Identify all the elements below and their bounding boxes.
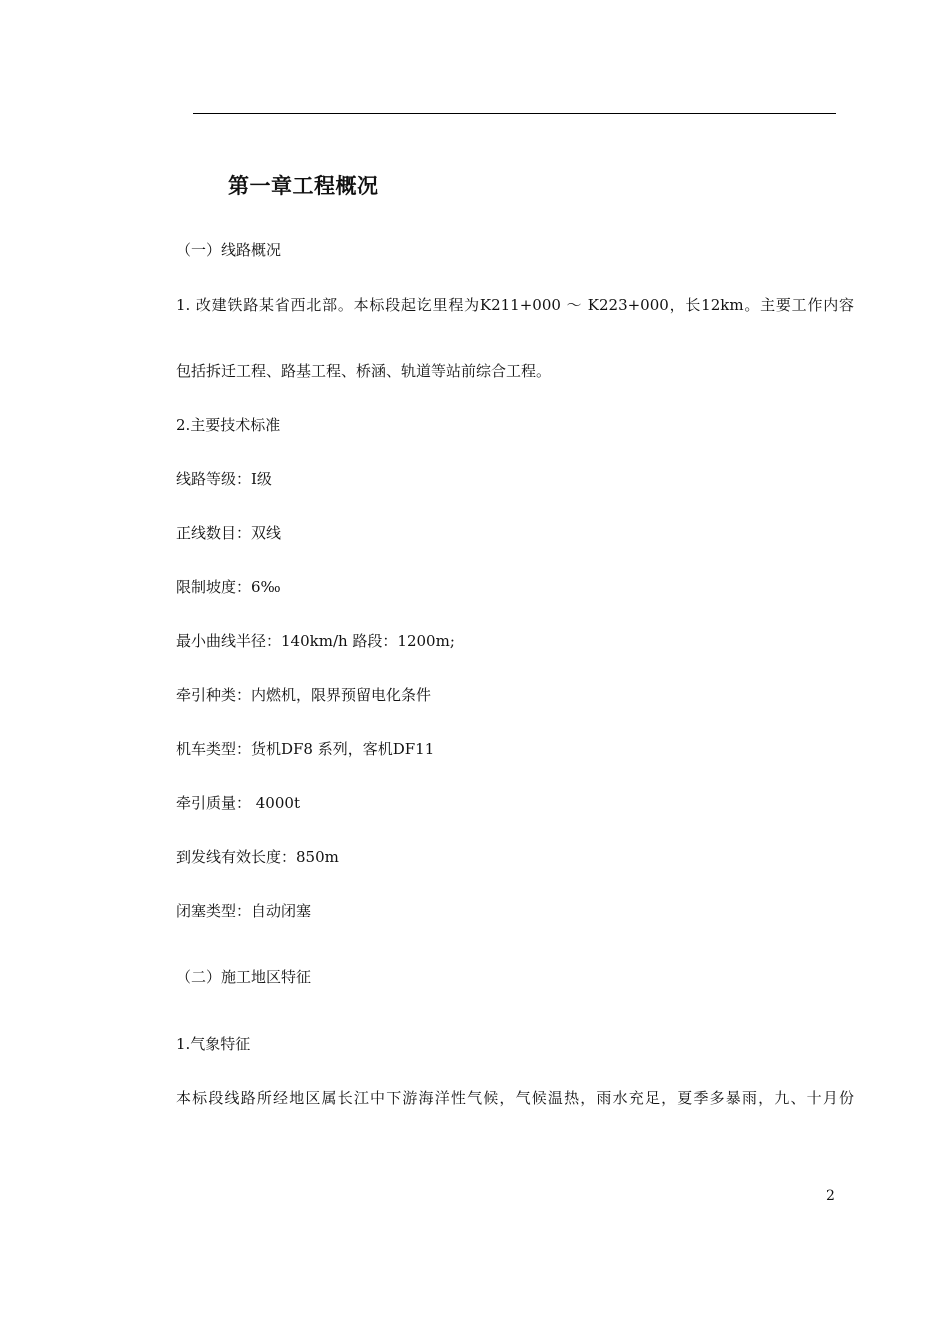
standard-item: 限制坡度：6‰ [176,578,281,596]
standards-heading: 2.主要技术标准 [176,416,281,434]
standard-item: 线路等级：Ⅰ级 [176,470,272,488]
standard-item: 最小曲线半径：140km/h 路段：1200m; [176,632,455,650]
sub-heading-climate: 1.气象特征 [176,1035,251,1053]
chapter-title: 第一章工程概况 [228,174,379,198]
header-rule [193,113,836,114]
standard-item: 到发线有效长度：850m [176,848,339,866]
standard-item: 牵引种类：内燃机，限界预留电化条件 [176,686,432,704]
section-heading-region: （二）施工地区特征 [176,968,312,986]
section-heading-route: （一）线路概况 [176,241,282,259]
page-number: 2 [826,1188,835,1204]
paragraph-line: 包括拆迁工程、路基工程、桥涵、轨道等站前综合工程。 [176,362,552,380]
standard-item: 牵引质量： 4000t [176,794,300,812]
standard-item: 闭塞类型：自动闭塞 [176,902,312,920]
standard-item: 正线数目：双线 [176,524,282,542]
paragraph-line: 1. 改建铁路某省西北部。本标段起讫里程为K211+000 ～ K223+000，长12km。主要工作内容 [176,296,854,314]
paragraph-line: 本标段线路所经地区属长江中下游海洋性气候，气候温热，雨水充足，夏季多暴雨，九、十月份 [176,1089,854,1107]
standard-item: 机车类型：货机DF8 系列，客机DF11 [176,740,435,758]
